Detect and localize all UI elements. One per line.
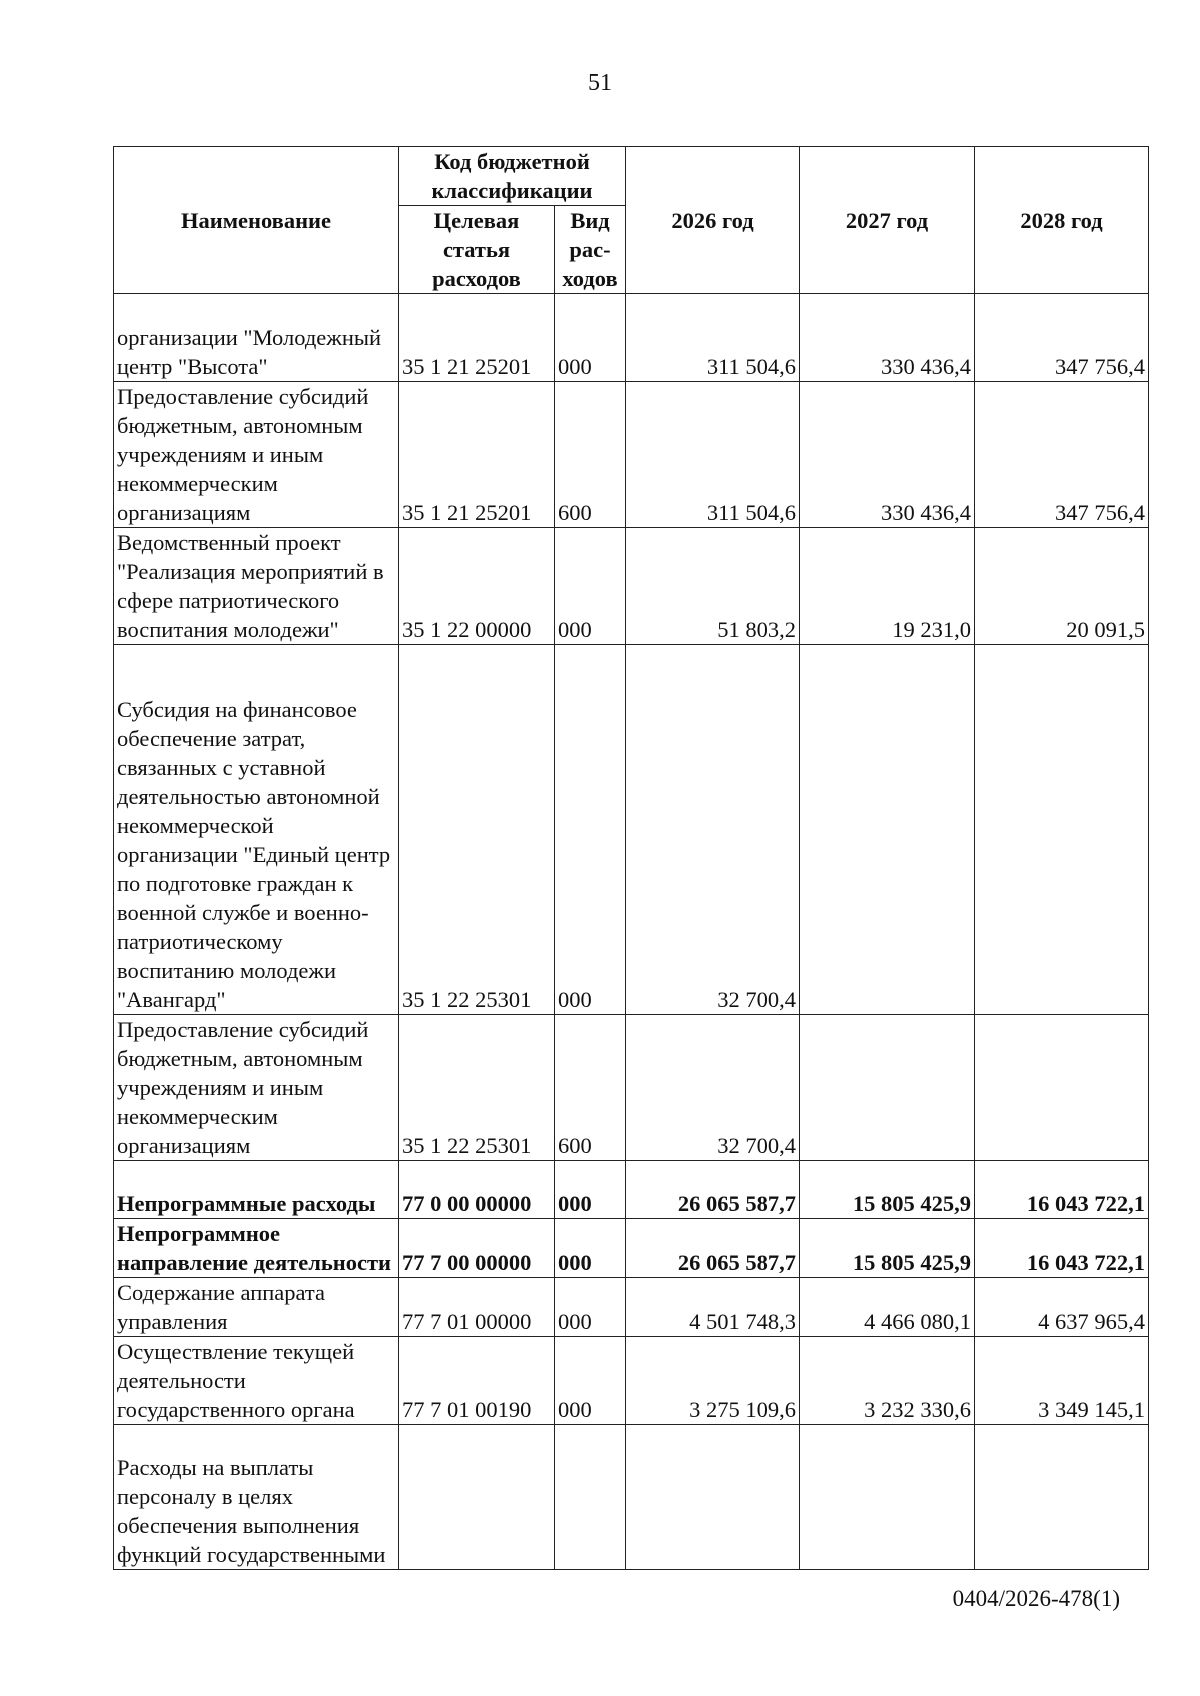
target-article-cell: 77 7 00 00000 [399,1219,555,1278]
amount-2026-cell: 26 065 587,7 [626,1161,800,1219]
row-name-cell: Непрограммные расходы [114,1161,399,1219]
amount-2027-cell: 330 436,4 [800,294,975,382]
expense-type-cell [555,1425,626,1570]
row-name-cell: Непрограммное направление деятельности [114,1219,399,1278]
table-row [114,382,1149,528]
amount-2027-cell: 330 436,4 [800,382,975,528]
amount-2028-cell [975,1015,1149,1161]
table-row [114,294,1149,382]
amount-2028-cell: 347 756,4 [975,294,1149,382]
row-name-cell: Субсидия на финансовое обеспечение затрат, связанных с уставной деятельностью автономной некоммерческой организации "Единый центр по подготовке граждан к военной службе и военно-патриотическому воспитанию молодежи "Авангард" [114,645,399,1015]
amount-2028-cell: 20 091,5 [975,528,1149,645]
amount-2027-cell: 15 805 425,9 [800,1219,975,1278]
row-name-cell: Расходы на выплаты персоналу в целях обеспечения выполнения функций государственными [114,1425,399,1570]
header-name: Наименование [114,147,399,294]
target-article-cell: 35 1 22 25301 [399,645,555,1015]
table-row [114,528,1149,645]
expense-type-cell: 000 [555,1219,626,1278]
table-row [114,1337,1149,1425]
amount-2028-cell [975,645,1149,1015]
table-row [114,1161,1149,1219]
amount-2027-cell [800,1425,975,1570]
expense-type-cell: 600 [555,1015,626,1161]
table-row [114,645,1149,1015]
target-article-cell: 35 1 22 25301 [399,1015,555,1161]
target-article-cell: 77 0 00 00000 [399,1161,555,1219]
header-expense-type: Вид рас-ходов [555,206,626,294]
amount-2027-cell [800,1015,975,1161]
target-article-cell [399,1425,555,1570]
page-number: 51 [588,70,612,96]
amount-2027-cell: 15 805 425,9 [800,1161,975,1219]
expense-type-cell: 000 [555,1161,626,1219]
amount-2027-cell: 19 231,0 [800,528,975,645]
expense-type-cell: 000 [555,1278,626,1337]
row-name-cell: Предоставление субсидий бюджетным, автономным учреждениям и иным некоммерческим организациям [114,1015,399,1161]
table-row [114,1278,1149,1337]
amount-2026-cell: 3 275 109,6 [626,1337,800,1425]
target-article-cell: 77 7 01 00000 [399,1278,555,1337]
amount-2026-cell [626,1425,800,1570]
table-row [114,1015,1149,1161]
expense-type-cell: 000 [555,528,626,645]
header-target-article: Целевая статья расходов [399,206,555,294]
table-header [114,147,1149,294]
amount-2027-cell: 4 466 080,1 [800,1278,975,1337]
amount-2028-cell: 3 349 145,1 [975,1337,1149,1425]
row-name-cell: Ведомственный проект "Реализация мероприятий в сфере патриотического воспитания молодежи" [114,528,399,645]
amount-2027-cell: 3 232 330,6 [800,1337,975,1425]
table-row [114,1425,1149,1570]
header-2028: 2028 год [975,147,1149,294]
header-2027: 2027 год [800,147,975,294]
amount-2026-cell: 32 700,4 [626,1015,800,1161]
amount-2028-cell: 4 637 965,4 [975,1278,1149,1337]
amount-2028-cell: 16 043 722,1 [975,1219,1149,1278]
amount-2026-cell: 26 065 587,7 [626,1219,800,1278]
target-article-cell: 35 1 22 00000 [399,528,555,645]
budget-table [113,146,1149,1570]
row-name-cell: организации "Молодежный центр "Высота" [114,294,399,382]
target-article-cell: 35 1 21 25201 [399,382,555,528]
expense-type-cell: 000 [555,294,626,382]
table-body [114,294,1149,1570]
row-name-cell: Предоставление субсидий бюджетным, автономным учреждениям и иным некоммерческим организациям [114,382,399,528]
header-kbk-group: Код бюджетной классификации [399,147,626,206]
header-2026: 2026 год [626,147,800,294]
amount-2026-cell: 32 700,4 [626,645,800,1015]
amount-2026-cell: 311 504,6 [626,382,800,528]
amount-2028-cell: 16 043 722,1 [975,1161,1149,1219]
table-row [114,1219,1149,1278]
amount-2028-cell: 347 756,4 [975,382,1149,528]
expense-type-cell: 600 [555,382,626,528]
amount-2027-cell [800,645,975,1015]
amount-2026-cell: 51 803,2 [626,528,800,645]
document-id: 0404/2026-478(1) [952,1586,1120,1611]
expense-type-cell: 000 [555,1337,626,1425]
target-article-cell: 77 7 01 00190 [399,1337,555,1425]
target-article-cell: 35 1 21 25201 [399,294,555,382]
expense-type-cell: 000 [555,645,626,1015]
amount-2026-cell: 311 504,6 [626,294,800,382]
amount-2026-cell: 4 501 748,3 [626,1278,800,1337]
row-name-cell: Осуществление текущей деятельности государственного органа [114,1337,399,1425]
amount-2028-cell [975,1425,1149,1570]
row-name-cell: Содержание аппарата управления [114,1278,399,1337]
